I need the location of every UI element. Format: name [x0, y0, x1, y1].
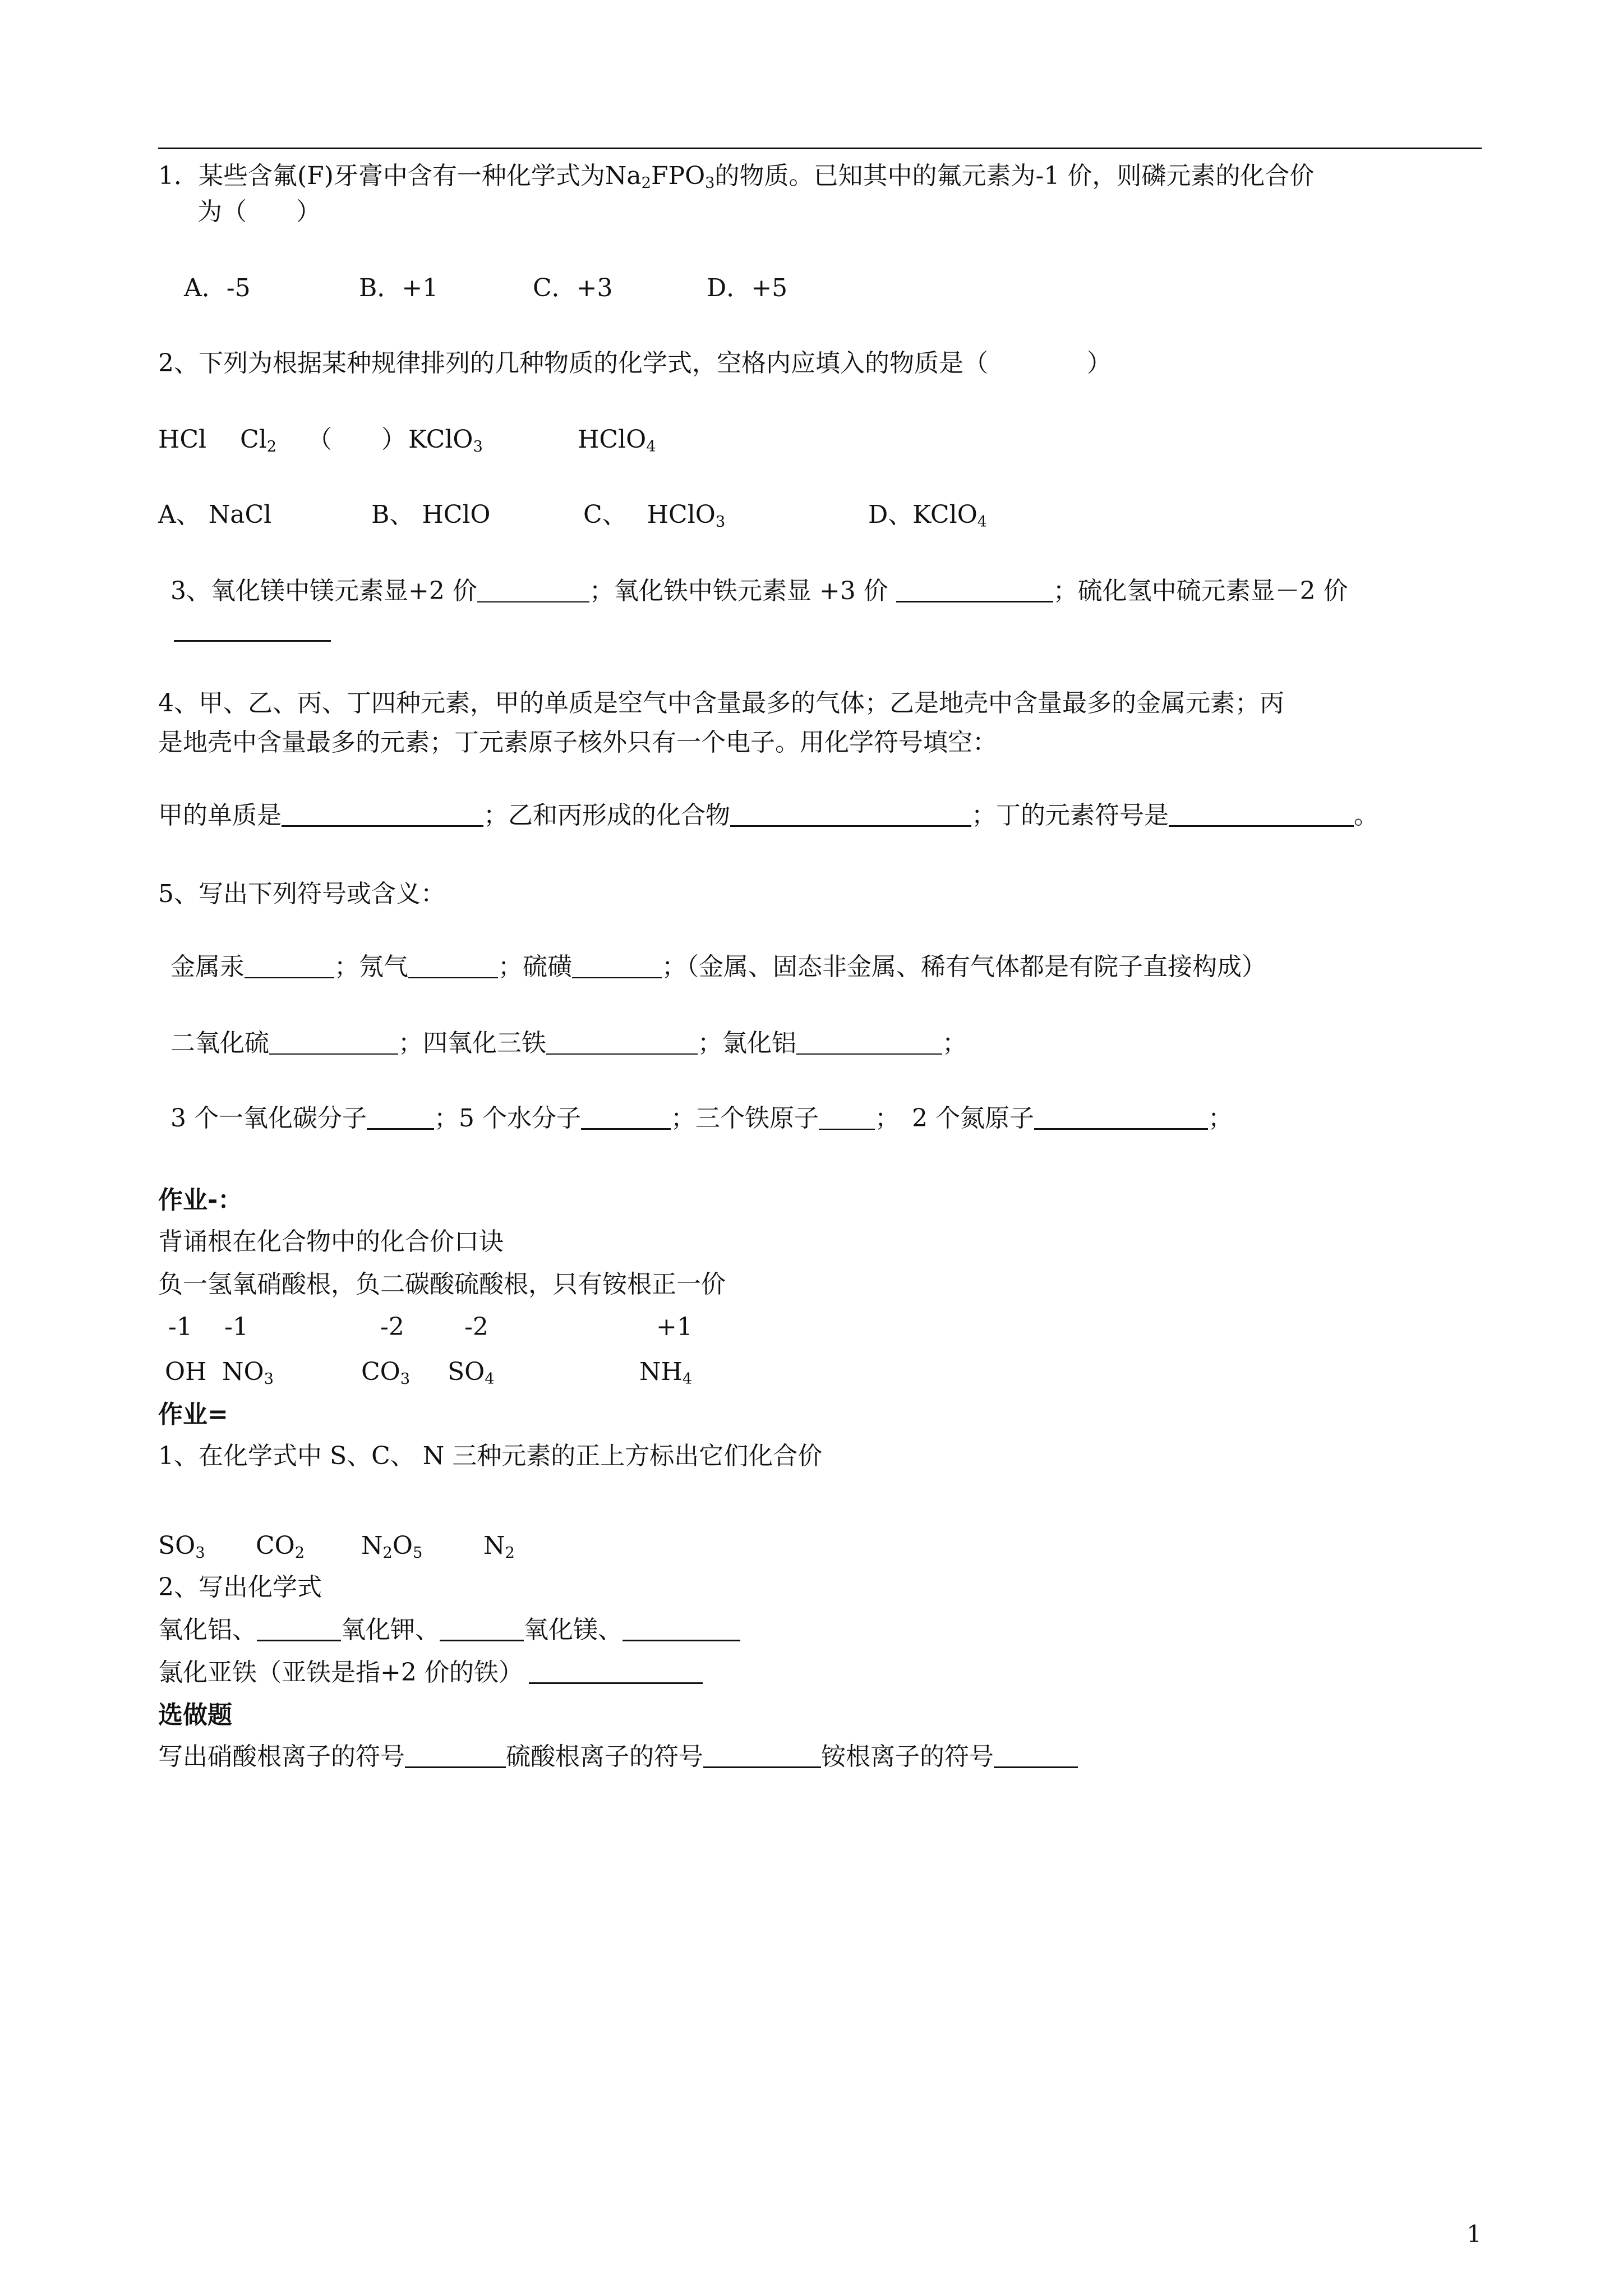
q1-line2: 为（ ） — [197, 197, 321, 226]
q5-stem: 5、写出下列符号或含义： — [158, 880, 445, 908]
q2-seq-cl2: $Cl_2$ — [240, 425, 277, 455]
answer-blank[interactable] — [572, 955, 662, 978]
formula-co2: $CO_2$ — [256, 1531, 305, 1562]
hw1-line2: 负一氢氧硝酸根，负二碳酸硫酸根，只有铵根正一价 — [158, 1270, 726, 1299]
q2-option-a: A、 NaCl — [158, 500, 272, 529]
q2-seq-blank: （ ） — [307, 425, 406, 454]
ion-no3: $NO_3$ — [222, 1358, 274, 1388]
answer-blank[interactable] — [408, 955, 498, 978]
q2-seq-hcl: HCl — [158, 425, 207, 454]
hw2-item2: 2、写出化学式 — [158, 1573, 322, 1602]
q2-option-b: B、 HClO — [371, 500, 491, 529]
answer-blank[interactable] — [529, 1660, 703, 1684]
q2-stem: 2、下列为根据某种规律排列的几种物质的化学式，空格内应填入的物质是（ ） — [158, 349, 1112, 378]
q2-seq-kclo3: KClO$_3$ — [408, 425, 483, 455]
answer-blank[interactable] — [546, 1031, 698, 1055]
q1-option-b: B．+1 — [359, 274, 439, 302]
q1-line1: 1．某些含氟(F)牙膏中含有一种化学式为$Na_2FPO_3$的物质。已知其中的氟元素为-1 价，则磷元素的化合价 — [158, 162, 1315, 192]
ion-so4: $SO_4$ — [448, 1358, 495, 1388]
answer-blank[interactable] — [1034, 1106, 1208, 1130]
answer-blank[interactable] — [174, 618, 331, 642]
answer-blank[interactable] — [440, 1617, 524, 1641]
q4-fill-line: 甲的单质是 ；乙和丙形成的化合物 ；丁的元素符号是 。 — [158, 801, 1378, 830]
answer-blank[interactable] — [703, 1744, 821, 1768]
hw1-title: 作业-： — [158, 1186, 243, 1214]
q5-row2: 二氧化硫 ；四氧化三铁 ；氯化铝 ； — [170, 1029, 967, 1057]
optional-title: 选做题 — [158, 1701, 232, 1729]
answer-blank[interactable] — [796, 1031, 942, 1055]
hw2-item2-line2: 氯化亚铁（亚铁是指+2 价的铁） — [158, 1657, 703, 1688]
formula-so3: $SO_3$ — [158, 1531, 205, 1562]
answer-blank[interactable] — [257, 1617, 341, 1641]
valence-so4: -2 — [464, 1313, 488, 1341]
formula-n2o5: $N_2O_5$ — [361, 1531, 423, 1562]
q2-option-d: D、KClO$_4$ — [868, 500, 988, 531]
hw1-line1: 背诵根在化合物中的化合价口诀 — [158, 1227, 504, 1256]
optional-line: 写出硝酸根离子的符号 硫酸根离子的符号 铵根离子的符号 — [158, 1741, 1078, 1773]
answer-blank[interactable] — [1169, 803, 1354, 827]
q1-option-a: A．-5 — [184, 274, 251, 302]
answer-blank[interactable] — [477, 579, 589, 602]
answer-blank[interactable] — [269, 1031, 398, 1055]
answer-blank[interactable] — [282, 803, 483, 827]
q1-option-c: C．+3 — [533, 274, 613, 302]
answer-blank[interactable] — [245, 955, 334, 978]
q1-option-d: D．+5 — [707, 274, 788, 302]
valence-no3: -1 — [224, 1313, 248, 1341]
ion-oh: OH — [165, 1358, 207, 1386]
q2-seq-hclo4: HClO$_4$ — [578, 425, 656, 455]
q3-line1: 3、氧化镁中镁元素显+2 价 ；氧化铁中铁元素显 +3 价 ；硫化氢中硫元素显－2 价 — [170, 577, 1348, 605]
hw2-item2-line1: 氧化铝、 氧化钾、 氧化镁、 — [158, 1614, 740, 1646]
answer-blank[interactable] — [367, 1106, 434, 1130]
answer-blank[interactable] — [581, 1106, 671, 1130]
valence-nh4: +1 — [656, 1313, 693, 1341]
q3-line2 — [174, 615, 331, 646]
answer-blank[interactable] — [730, 803, 971, 827]
hw2-title: 作业= — [158, 1400, 228, 1429]
ion-nh4: $NH_4$ — [639, 1358, 693, 1388]
q4-line2: 是地壳中含量最多的元素；丁元素原子核外只有一个电子。用化学符号填空： — [158, 728, 997, 757]
answer-blank[interactable] — [623, 1617, 740, 1641]
answer-blank[interactable] — [405, 1744, 506, 1768]
q4-line1: 4、甲、乙、丙、丁四种元素，甲的单质是空气中含量最多的气体；乙是地壳中含量最多的金属元素；丙 — [158, 689, 1284, 717]
answer-blank[interactable] — [896, 578, 1053, 602]
q2-option-c: C、 HClO$_3$ — [583, 500, 726, 531]
formula-n2: $N_2$ — [483, 1531, 515, 1562]
header-rule — [158, 148, 1482, 149]
q5-row3: 3 个一氧化碳分子 ；5 个水分子 ；三个铁原子 ； 2 个氮原子 ； — [170, 1104, 1233, 1133]
q5-row1: 金属汞 ；氖气 ；硫磺 ；（金属、固态非金属、稀有气体都是有院子直接构成） — [170, 953, 1266, 981]
answer-blank[interactable] — [994, 1744, 1078, 1768]
hw2-item1: 1、在化学式中 S、C、 N 三种元素的正上方标出它们化合价 — [158, 1442, 823, 1470]
valence-co3: -2 — [380, 1313, 404, 1341]
answer-blank[interactable] — [819, 1106, 875, 1130]
page-number: 1 — [1467, 2220, 1482, 2248]
valence-oh: -1 — [168, 1313, 192, 1341]
ion-co3: $CO_3$ — [361, 1358, 411, 1388]
